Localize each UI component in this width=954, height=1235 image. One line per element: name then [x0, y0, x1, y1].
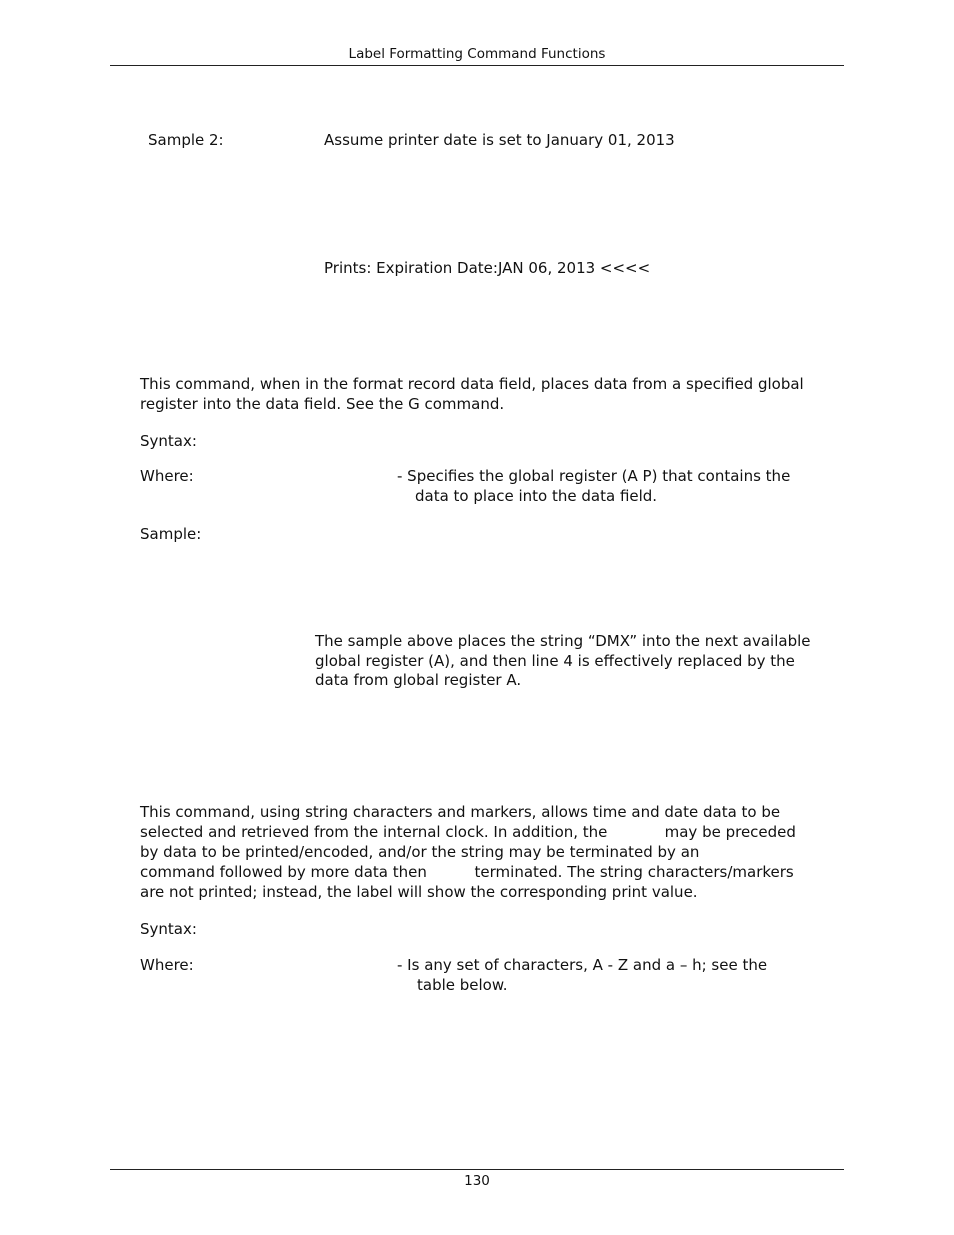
where-line: - Is any set of characters, A - Z and a – h; see the — [397, 956, 768, 974]
description-line: by data to be printed/encoded, and/or the string may be terminated by an — [140, 843, 700, 861]
sample2-assumption: Assume printer date is set to January 01, 2013 — [324, 131, 675, 149]
where-description — [397, 956, 767, 995]
sample2-label: Sample 2: — [148, 131, 224, 149]
explanation-line: global register (A), and then line 4 is effectively replaced by the — [315, 651, 795, 670]
description-line: command followed by more data then terminated. The string characters/markers — [140, 863, 794, 881]
sample2-prints: Prints: Expiration Date:JAN 06, 2013 <<<< — [324, 259, 651, 277]
description-line: This command, when in the format record data field, places data from a specified global — [140, 375, 804, 393]
where-line: - Specifies the global register (A P) that contains the — [397, 467, 791, 485]
sample-label: Sample: — [140, 525, 202, 543]
time-date-description — [140, 802, 796, 902]
where-line: data to place into the data field. — [415, 486, 658, 505]
header-rule — [110, 65, 844, 66]
syntax-label: Syntax: — [140, 920, 197, 938]
where-line: table below. — [417, 975, 508, 994]
where-label: Where: — [140, 467, 194, 485]
sample-explanation — [315, 632, 810, 691]
explanation-line: The sample above places the string “DMX” into the next available — [315, 632, 811, 650]
description-line: register into the data field. See the G command. — [140, 394, 505, 413]
page-number: 130 — [464, 1173, 490, 1189]
where-label: Where: — [140, 956, 194, 974]
description-line: selected and retrieved from the internal clock. In addition, the may be preceded — [140, 823, 796, 841]
explanation-line: data from global register A. — [315, 671, 522, 689]
footer-rule — [110, 1169, 844, 1170]
syntax-label: Syntax: — [140, 432, 197, 450]
description-line: This command, using string characters and markers, allows time and date data to be — [140, 803, 781, 821]
global-register-description — [140, 375, 804, 414]
description-line: are not printed; instead, the label will show the corresponding print value. — [140, 883, 698, 901]
where-description — [397, 467, 790, 506]
running-header-title: Label Formatting Command Functions — [348, 46, 606, 62]
